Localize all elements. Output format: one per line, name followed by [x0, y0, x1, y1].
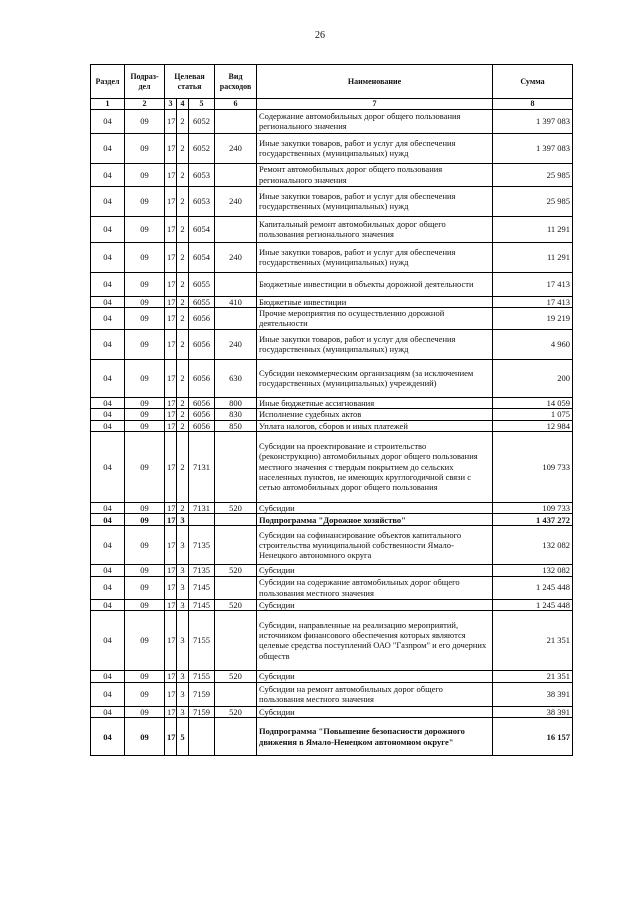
- page-number: 26: [315, 30, 325, 41]
- cell-podrazdel: 09: [125, 242, 165, 272]
- cell-sum: 4 960: [493, 329, 573, 359]
- cell-sum: 200: [493, 359, 573, 397]
- cell-target-item: 6056: [189, 329, 215, 359]
- cell-target-program: 17: [165, 397, 177, 408]
- cell-vid: 520: [215, 599, 257, 610]
- cell-sum: 17 413: [493, 296, 573, 307]
- cell-target-subprogram: 2: [177, 272, 189, 296]
- cell-target-item: 6054: [189, 216, 215, 242]
- cell-vid: 520: [215, 670, 257, 682]
- cell-razdel: 04: [91, 565, 125, 576]
- cell-target-item: 7159: [189, 706, 215, 717]
- cell-target-program: 17: [165, 599, 177, 610]
- cell-vid: 240: [215, 329, 257, 359]
- cell-target-subprogram: 2: [177, 163, 189, 186]
- cell-sum: 132 082: [493, 526, 573, 565]
- cell-name: Подпрограмма "Повышение безопасности дорожного движения в Ямало-Ненецком автономном округе": [257, 718, 493, 756]
- cell-razdel: 04: [91, 610, 125, 670]
- cell-target-subprogram: 2: [177, 186, 189, 216]
- cell-target-program: 17: [165, 420, 177, 431]
- cell-vid: 240: [215, 133, 257, 163]
- cell-podrazdel: 09: [125, 163, 165, 186]
- cell-target-subprogram: 2: [177, 308, 189, 330]
- cell-razdel: 04: [91, 359, 125, 397]
- cell-podrazdel: 09: [125, 610, 165, 670]
- cell-name: Уплата налогов, сборов и иных платежей: [257, 420, 493, 431]
- column-number: 1: [91, 99, 125, 110]
- table-row: [91, 610, 573, 670]
- cell-target-item: 7135: [189, 565, 215, 576]
- cell-razdel: 04: [91, 397, 125, 408]
- cell-target-subprogram: 2: [177, 397, 189, 408]
- cell-sum: 14 059: [493, 397, 573, 408]
- cell-target-item: 6055: [189, 272, 215, 296]
- cell-name: Капитальный ремонт автомобильных дорог общего пользования регионального значения: [257, 216, 493, 242]
- cell-target-subprogram: 3: [177, 682, 189, 706]
- table-row: [91, 718, 573, 756]
- cell-name: Иные закупки товаров, работ и услуг для обеспечения государственных (муниципальных) нужд: [257, 133, 493, 163]
- header-vid: Вид расходов: [215, 65, 257, 99]
- cell-target-program: 17: [165, 242, 177, 272]
- table-row: [91, 409, 573, 420]
- column-number: 4: [177, 99, 189, 110]
- cell-vid: [215, 526, 257, 565]
- cell-podrazdel: 09: [125, 296, 165, 307]
- cell-target-program: 17: [165, 133, 177, 163]
- cell-target-item: 7155: [189, 670, 215, 682]
- table-row: [91, 109, 573, 133]
- cell-sum: 16 157: [493, 718, 573, 756]
- cell-sum: 1 245 448: [493, 599, 573, 610]
- cell-target-item: 6054: [189, 242, 215, 272]
- cell-target-item: [189, 514, 215, 526]
- cell-vid: 410: [215, 296, 257, 307]
- cell-sum: 11 291: [493, 216, 573, 242]
- cell-podrazdel: 09: [125, 431, 165, 502]
- cell-sum: 25 985: [493, 163, 573, 186]
- cell-sum: 1 075: [493, 409, 573, 420]
- header-razdel: Раздел: [91, 65, 125, 99]
- cell-sum: 109 733: [493, 431, 573, 502]
- cell-target-program: 17: [165, 576, 177, 599]
- cell-razdel: 04: [91, 526, 125, 565]
- cell-target-program: 17: [165, 359, 177, 397]
- cell-razdel: 04: [91, 706, 125, 717]
- cell-vid: 520: [215, 502, 257, 513]
- cell-name: Исполнение судебных актов: [257, 409, 493, 420]
- cell-target-item: 6052: [189, 109, 215, 133]
- header-name: Наименование: [257, 65, 493, 99]
- cell-sum: 1 437 272: [493, 514, 573, 526]
- cell-name: Субсидии на софинансирование объектов капитального строительства муниципальной собственности Ямало-Ненецкого автономного округа: [257, 526, 493, 565]
- cell-target-subprogram: 2: [177, 329, 189, 359]
- cell-name: Содержание автомобильных дорог общего пользования регионального значения: [257, 109, 493, 133]
- cell-razdel: 04: [91, 133, 125, 163]
- cell-target-program: 17: [165, 670, 177, 682]
- cell-sum: 21 351: [493, 610, 573, 670]
- cell-vid: [215, 216, 257, 242]
- cell-target-item: 6056: [189, 397, 215, 408]
- table-row: [91, 682, 573, 706]
- cell-target-item: 7159: [189, 682, 215, 706]
- column-number: 6: [215, 99, 257, 110]
- cell-name: Субсидии, направленные на реализацию мероприятий, источником финансового обеспечения которых являются целевые средства поступлений ОАО "Газпром" и его дочерних обществ: [257, 610, 493, 670]
- cell-target-subprogram: 2: [177, 359, 189, 397]
- cell-razdel: 04: [91, 109, 125, 133]
- cell-podrazdel: 09: [125, 186, 165, 216]
- cell-target-program: 17: [165, 163, 177, 186]
- cell-vid: [215, 718, 257, 756]
- cell-sum: 1 397 083: [493, 133, 573, 163]
- cell-target-subprogram: 3: [177, 576, 189, 599]
- table-row: [91, 576, 573, 599]
- cell-target-item: 7145: [189, 576, 215, 599]
- cell-razdel: 04: [91, 308, 125, 330]
- table-row: [91, 397, 573, 408]
- cell-sum: 25 985: [493, 186, 573, 216]
- cell-target-item: 6053: [189, 163, 215, 186]
- cell-razdel: 04: [91, 186, 125, 216]
- table-row: [91, 216, 573, 242]
- cell-target-subprogram: 2: [177, 242, 189, 272]
- table-row: [91, 565, 573, 576]
- cell-target-item: 6056: [189, 359, 215, 397]
- cell-sum: 38 391: [493, 682, 573, 706]
- cell-vid: [215, 272, 257, 296]
- cell-target-program: 17: [165, 431, 177, 502]
- cell-podrazdel: 09: [125, 599, 165, 610]
- cell-razdel: 04: [91, 670, 125, 682]
- cell-target-program: 17: [165, 216, 177, 242]
- cell-podrazdel: 09: [125, 502, 165, 513]
- cell-name: Субсидии: [257, 565, 493, 576]
- cell-target-item: 7145: [189, 599, 215, 610]
- cell-target-subprogram: 2: [177, 502, 189, 513]
- cell-name: Субсидии на проектирование и строительство (реконструкцию) автомобильных дорог общего пользования местного значения с твердым покрытием до сельских населенных пунктов, не имеющих круглогодичной связи с сетью автомобильных дорог общего пользования: [257, 431, 493, 502]
- table-row: [91, 272, 573, 296]
- cell-target-subprogram: 2: [177, 420, 189, 431]
- cell-name: Субсидии на содержание автомобильных дорог общего пользования местного значения: [257, 576, 493, 599]
- cell-target-item: 7155: [189, 610, 215, 670]
- table-row: [91, 242, 573, 272]
- cell-razdel: 04: [91, 431, 125, 502]
- cell-target-program: 17: [165, 526, 177, 565]
- cell-target-program: 17: [165, 718, 177, 756]
- cell-target-item: 7135: [189, 526, 215, 565]
- cell-target-subprogram: 3: [177, 670, 189, 682]
- table-row: [91, 420, 573, 431]
- cell-razdel: 04: [91, 409, 125, 420]
- cell-target-program: 17: [165, 272, 177, 296]
- cell-podrazdel: 09: [125, 308, 165, 330]
- cell-target-program: 17: [165, 514, 177, 526]
- cell-name: Ремонт автомобильных дорог общего пользования регионального значения: [257, 163, 493, 186]
- budget-table: [90, 64, 573, 756]
- cell-vid: [215, 109, 257, 133]
- cell-vid: [215, 610, 257, 670]
- cell-podrazdel: 09: [125, 216, 165, 242]
- cell-name: Субсидии: [257, 502, 493, 513]
- table-row: [91, 308, 573, 330]
- cell-vid: [215, 308, 257, 330]
- cell-name: Бюджетные инвестиции: [257, 296, 493, 307]
- cell-sum: 11 291: [493, 242, 573, 272]
- cell-target-subprogram: 2: [177, 296, 189, 307]
- cell-podrazdel: 09: [125, 706, 165, 717]
- cell-name: Иные закупки товаров, работ и услуг для обеспечения государственных (муниципальных) нужд: [257, 186, 493, 216]
- cell-podrazdel: 09: [125, 576, 165, 599]
- table-row: [91, 133, 573, 163]
- cell-vid: [215, 576, 257, 599]
- cell-razdel: 04: [91, 242, 125, 272]
- cell-vid: [215, 682, 257, 706]
- cell-sum: 17 413: [493, 272, 573, 296]
- cell-razdel: 04: [91, 576, 125, 599]
- table-row: [91, 502, 573, 513]
- table-row: [91, 186, 573, 216]
- cell-name: Прочие мероприятия по осуществлению дорожной деятельности: [257, 308, 493, 330]
- cell-vid: 830: [215, 409, 257, 420]
- cell-podrazdel: 09: [125, 718, 165, 756]
- cell-razdel: 04: [91, 514, 125, 526]
- cell-name: Иные закупки товаров, работ и услуг для обеспечения государственных (муниципальных) нужд: [257, 242, 493, 272]
- cell-razdel: 04: [91, 420, 125, 431]
- cell-target-subprogram: 5: [177, 718, 189, 756]
- cell-target-item: [189, 718, 215, 756]
- cell-vid: 520: [215, 565, 257, 576]
- cell-vid: 520: [215, 706, 257, 717]
- column-number: 5: [189, 99, 215, 110]
- cell-target-program: 17: [165, 109, 177, 133]
- cell-target-item: 6056: [189, 308, 215, 330]
- cell-target-program: 17: [165, 186, 177, 216]
- cell-podrazdel: 09: [125, 409, 165, 420]
- cell-vid: 800: [215, 397, 257, 408]
- cell-target-subprogram: 3: [177, 706, 189, 717]
- cell-podrazdel: 09: [125, 272, 165, 296]
- cell-vid: 850: [215, 420, 257, 431]
- cell-target-subprogram: 2: [177, 431, 189, 502]
- cell-name: Субсидии: [257, 599, 493, 610]
- cell-target-item: 6056: [189, 420, 215, 431]
- cell-sum: 38 391: [493, 706, 573, 717]
- cell-sum: 1 397 083: [493, 109, 573, 133]
- cell-sum: 21 351: [493, 670, 573, 682]
- table-row: [91, 296, 573, 307]
- cell-podrazdel: 09: [125, 329, 165, 359]
- cell-target-program: 17: [165, 682, 177, 706]
- cell-podrazdel: 09: [125, 565, 165, 576]
- cell-target-item: 7131: [189, 502, 215, 513]
- cell-vid: 240: [215, 242, 257, 272]
- cell-target-subprogram: 3: [177, 599, 189, 610]
- cell-target-program: 17: [165, 409, 177, 420]
- cell-target-program: 17: [165, 296, 177, 307]
- cell-razdel: 04: [91, 682, 125, 706]
- column-number: 7: [257, 99, 493, 110]
- column-number: 2: [125, 99, 165, 110]
- cell-name: Субсидии на ремонт автомобильных дорог общего пользования местного значения: [257, 682, 493, 706]
- cell-target-subprogram: 2: [177, 409, 189, 420]
- column-number: 8: [493, 99, 573, 110]
- cell-podrazdel: 09: [125, 109, 165, 133]
- cell-name: Бюджетные инвестиции в объекты дорожной деятельности: [257, 272, 493, 296]
- cell-vid: 240: [215, 186, 257, 216]
- header-podrazdel: Подраз-дел: [125, 65, 165, 99]
- cell-sum: 132 082: [493, 565, 573, 576]
- cell-name: Подпрограмма "Дорожное хозяйство": [257, 514, 493, 526]
- table-row: [91, 163, 573, 186]
- table-row: [91, 431, 573, 502]
- cell-razdel: 04: [91, 296, 125, 307]
- cell-razdel: 04: [91, 599, 125, 610]
- cell-target-program: 17: [165, 706, 177, 717]
- cell-target-program: 17: [165, 502, 177, 513]
- cell-target-program: 17: [165, 329, 177, 359]
- table-row: [91, 599, 573, 610]
- cell-podrazdel: 09: [125, 514, 165, 526]
- cell-sum: 12 984: [493, 420, 573, 431]
- cell-target-item: 7131: [189, 431, 215, 502]
- cell-target-subprogram: 2: [177, 133, 189, 163]
- cell-name: Иные бюджетные ассигнования: [257, 397, 493, 408]
- cell-razdel: 04: [91, 502, 125, 513]
- cell-podrazdel: 09: [125, 359, 165, 397]
- cell-target-item: 6052: [189, 133, 215, 163]
- cell-name: Субсидии: [257, 706, 493, 717]
- table-row: [91, 670, 573, 682]
- cell-target-subprogram: 3: [177, 514, 189, 526]
- cell-podrazdel: 09: [125, 420, 165, 431]
- cell-target-program: 17: [165, 565, 177, 576]
- cell-name: Иные закупки товаров, работ и услуг для обеспечения государственных (муниципальных) нужд: [257, 329, 493, 359]
- table-row: [91, 514, 573, 526]
- cell-podrazdel: 09: [125, 670, 165, 682]
- table-row: [91, 329, 573, 359]
- cell-target-item: 6056: [189, 409, 215, 420]
- cell-sum: 1 245 448: [493, 576, 573, 599]
- cell-target-program: 17: [165, 308, 177, 330]
- column-number: 3: [165, 99, 177, 110]
- cell-target-subprogram: 2: [177, 216, 189, 242]
- cell-target-item: 6055: [189, 296, 215, 307]
- cell-razdel: 04: [91, 163, 125, 186]
- cell-target-item: 6053: [189, 186, 215, 216]
- cell-sum: 19 219: [493, 308, 573, 330]
- cell-podrazdel: 09: [125, 133, 165, 163]
- cell-name: Субсидии: [257, 670, 493, 682]
- cell-target-program: 17: [165, 610, 177, 670]
- cell-vid: 630: [215, 359, 257, 397]
- cell-podrazdel: 09: [125, 526, 165, 565]
- table-row: [91, 526, 573, 565]
- cell-target-subprogram: 3: [177, 565, 189, 576]
- header-sum: Сумма: [493, 65, 573, 99]
- cell-target-subprogram: 3: [177, 610, 189, 670]
- table-row: [91, 359, 573, 397]
- cell-vid: [215, 163, 257, 186]
- cell-vid: [215, 514, 257, 526]
- cell-podrazdel: 09: [125, 682, 165, 706]
- cell-podrazdel: 09: [125, 397, 165, 408]
- cell-name: Субсидии некоммерческим организациям (за исключением государственных (муниципальных) учреждений): [257, 359, 493, 397]
- cell-target-subprogram: 3: [177, 526, 189, 565]
- header-target: Целевая статья: [165, 65, 215, 99]
- cell-razdel: 04: [91, 216, 125, 242]
- cell-razdel: 04: [91, 329, 125, 359]
- cell-razdel: 04: [91, 718, 125, 756]
- cell-target-subprogram: 2: [177, 109, 189, 133]
- cell-sum: 109 733: [493, 502, 573, 513]
- table-row: [91, 706, 573, 717]
- cell-vid: [215, 431, 257, 502]
- cell-razdel: 04: [91, 272, 125, 296]
